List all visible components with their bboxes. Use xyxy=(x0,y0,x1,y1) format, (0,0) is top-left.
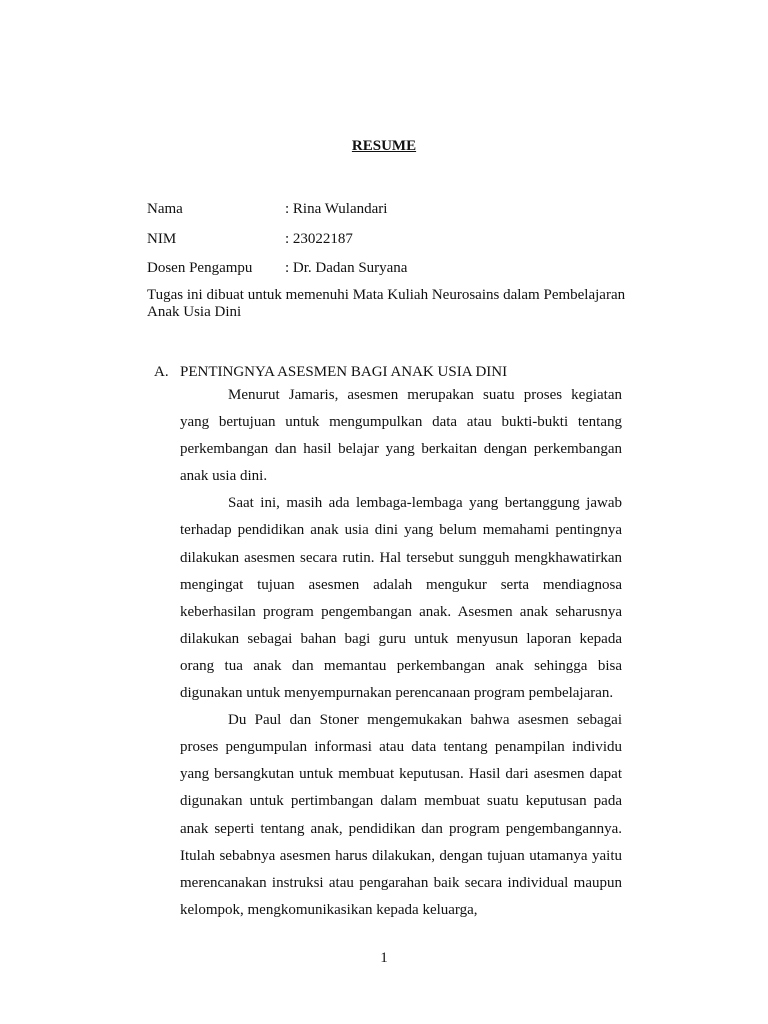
page-number: 1 xyxy=(380,950,388,966)
paragraph: Saat ini, masih ada lembaga-lembaga yang bertanggung jawab terhadap pendidikan anak usia dini yang belum memahami pentingnya dilakukan asesmen secara rutin. Hal tersebut sungguh mengkhawatirkan mengingat tujuan asesmen adalah mengukur serta mendiagnosa keberhasilan program pengembangan anak. Asesmen anak seharusnya dilakukan sebagai bahan bagi guru untuk menyusun laporan kepada orang tua anak dan memantau perkembangan anak sehingga bisa digunakan untuk menyempurnakan perencanaan program pembelajaran. xyxy=(180,495,622,702)
meta-value: : Rina Wulandari xyxy=(285,201,388,217)
meta-value: : 23022187 xyxy=(285,230,353,247)
meta-row-name xyxy=(147,200,647,230)
meta-label: Nama xyxy=(147,201,183,217)
meta-row-lecturer xyxy=(147,259,647,289)
document-title: RESUME xyxy=(351,138,417,154)
identity-block xyxy=(147,200,647,289)
assignment-purpose: Tugas ini dibuat untuk memenuhi Mata Kuliah Neurosains dalam Pembelajaran Anak Usia Dini xyxy=(147,287,626,320)
meta-label: NIM xyxy=(147,230,177,247)
meta-row-nim xyxy=(147,230,647,260)
meta-value: : Dr. Dadan Suryana xyxy=(285,260,408,276)
meta-label: Dosen Pengampu xyxy=(147,260,253,276)
paragraph: Du Paul dan Stoner mengemukakan bahwa asesmen sebagai proses pengumpulan informasi atau data tentang penampilan individu yang bersangkutan untuk membuat keputusan. Hasil dari asesmen dapat digunakan untuk pertimbangan dalam membuat suatu keputusan pada anak seperti tentang anak, pendidikan dan program pengembangannya. Itulah sebabnya asesmen harus dilakukan, dengan tujuan utamanya yaitu merencanakan instruksi atau pengarahan baik secara individual maupun kelompok, mengkomunikasikan kepada keluarga, xyxy=(180,712,622,918)
section-title: PENTINGNYA ASESMEN BAGI ANAK USIA DINI xyxy=(180,364,508,380)
section-body xyxy=(180,382,622,924)
paragraph: Menurut Jamaris, asesmen merupakan suatu proses kegiatan yang bertujuan untuk mengumpulkan data atau bukti-bukti tentang perkembangan dan hasil belajar yang berkaitan dengan perkembangan anak usia dini. xyxy=(180,387,622,485)
section-letter: A. xyxy=(154,364,169,380)
